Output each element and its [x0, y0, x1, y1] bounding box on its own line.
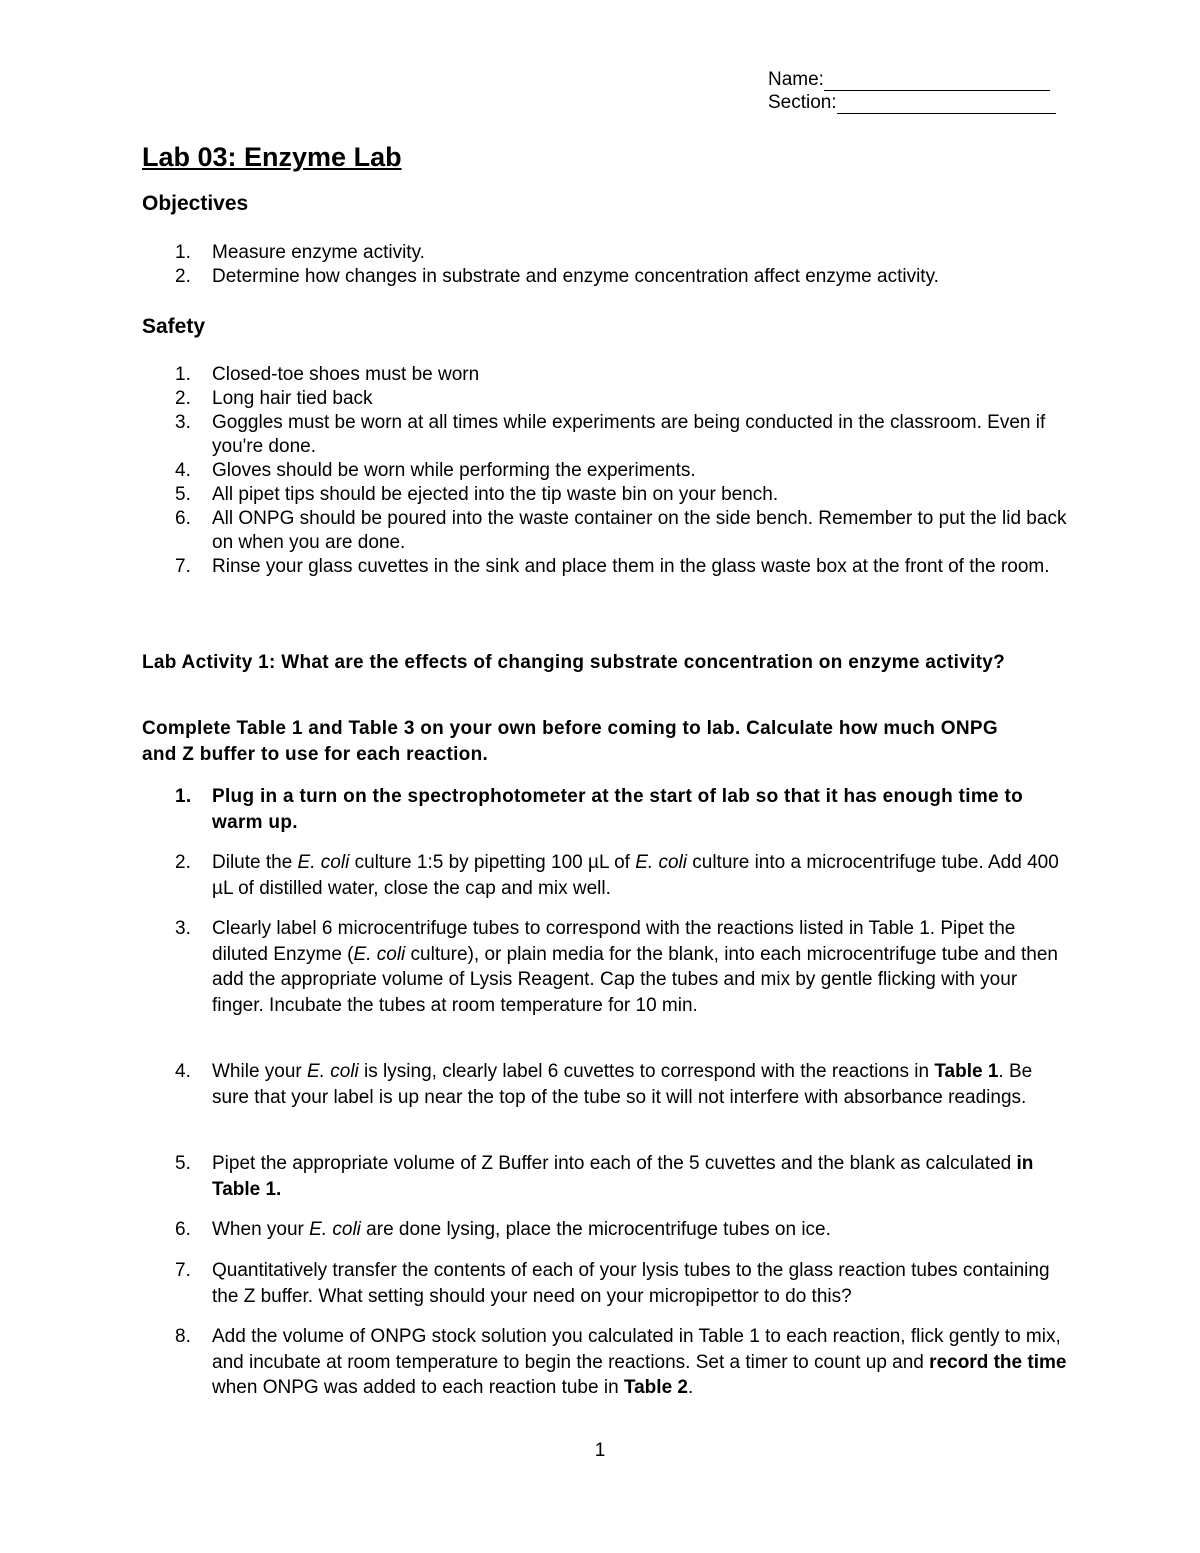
step-3: 3. Clearly label 6 microcentrifuge tubes to correspond with the reactions listed in Table 1. Pipet the diluted Enzyme (E. coli culture), or plain media for the blank, into each microcentrifuge tube and then add the appropriate volume of Lysis Reagent. Cap the tubes and mix by gentle flicking with your finger. Incubate the tubes at room temperature for 10 min.	[175, 918, 1058, 1016]
list-item: 5. All pipet tips should be ejected into the tip waste bin on your bench.	[175, 484, 779, 505]
step-2: 2. Dilute the E. coli culture 1:5 by pipetting 100 µL of E. coli culture into a microcentrifuge tube. Add 400 µL of distilled water, close the cap and mix well.	[175, 852, 1059, 899]
step-1: 1. Plug in a turn on the spectrophotometer at the start of lab so that it has enough time to warm up.	[175, 786, 1024, 833]
item-number: 1.	[175, 242, 191, 263]
procedure-steps	[142, 1151, 1072, 1202]
name-blank-line	[824, 72, 1050, 91]
activity-instruction: Complete Table 1 and Table 3 on your own before coming to lab. Calculate how much ONPG and Z buffer to use for each reaction.	[142, 718, 998, 765]
procedure-steps	[142, 1324, 1072, 1401]
section-field	[768, 91, 1068, 114]
list-item: 7. Rinse your glass cuvettes in the sink and place them in the glass waste box at the front of the room.	[175, 556, 1050, 577]
procedure-steps	[142, 916, 1072, 1018]
safety-heading: Safety	[142, 315, 206, 338]
list-item: 1. Measure enzyme activity.	[175, 242, 425, 263]
list-item: 6. All ONPG should be poured into the waste container on the side bench. Remember to put the lid back on when you are done.	[175, 508, 1067, 553]
list-item: 1. Closed-toe shoes must be worn	[175, 364, 480, 385]
procedure-steps	[142, 784, 1072, 836]
procedure-steps	[142, 1059, 1072, 1110]
step-5: 5. Pipet the appropriate volume of Z Buffer into each of the 5 cuvettes and the blank as calculated in Table 1.	[175, 1153, 1034, 1200]
step-6: 6. When your E. coli are done lysing, place the microcentrifuge tubes on ice.	[175, 1219, 831, 1240]
procedure-steps	[142, 850, 1072, 901]
list-item: 2. Long hair tied back	[175, 388, 373, 409]
step-8: 8. Add the volume of ONPG stock solution you calculated in Table 1 to each reaction, flick gently to mix, and incubate at room temperature to begin the reactions. Set a timer to count up and record the time when ONPG was added to each reaction tube in Table 2.	[175, 1326, 1067, 1398]
page-number: 1	[594, 1440, 606, 1461]
objectives-list	[142, 241, 1072, 289]
page-title: Lab 03: Enzyme Lab	[142, 142, 402, 172]
list-item: 2. Determine how changes in substrate and enzyme concentration affect enzyme activity.	[175, 266, 939, 287]
section-label: Section:	[768, 92, 837, 113]
name-label: Name:	[768, 69, 824, 90]
step-7: 7. Quantitatively transfer the contents of each of your lysis tubes to the glass reaction tubes containing the Z buffer. What setting should your need on your micropipettor to do this?	[175, 1260, 1050, 1307]
objectives-heading: Objectives	[142, 192, 249, 215]
item-number: 2.	[175, 266, 191, 287]
activity-heading: Lab Activity 1: What are the effects of changing substrate concentration on enzyme activity?	[142, 652, 1006, 673]
list-item: 3. Goggles must be worn at all times while experiments are being conducted in the classroom. Even if you're done.	[175, 412, 1046, 457]
step-4: 4. While your E. coli is lysing, clearly label 6 cuvettes to correspond with the reactions in Table 1. Be sure that your label is up near the top of the tube so it will not interfere with absorbance readings.	[175, 1061, 1033, 1108]
procedure-steps	[142, 1217, 1072, 1243]
safety-list	[142, 363, 1072, 579]
name-field	[768, 68, 1068, 91]
header-fields	[768, 68, 1068, 114]
procedure-steps	[142, 1258, 1072, 1309]
section-blank-line	[837, 95, 1056, 114]
list-item: 4. Gloves should be worn while performing the experiments.	[175, 460, 696, 481]
